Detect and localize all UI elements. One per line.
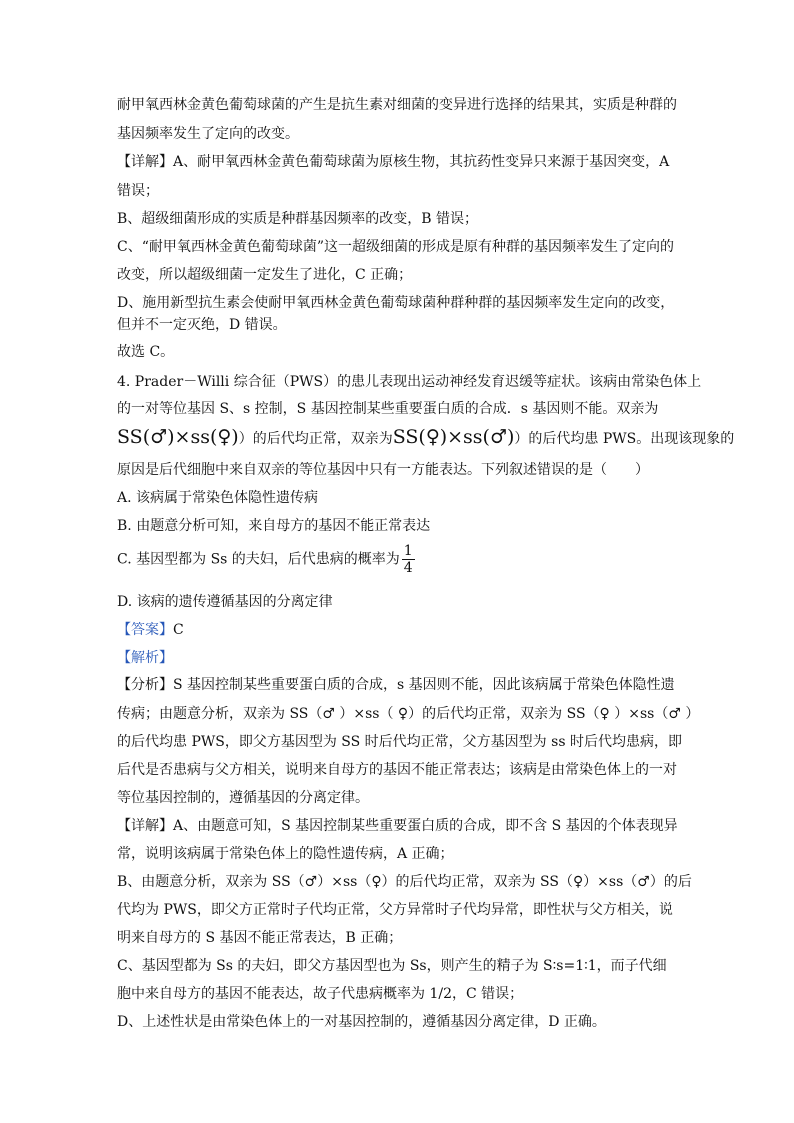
- question-line-2: 的一对等位基因 S、s 控制，S 基因控制某些重要蛋白质的合成．s 基因则不能。双亲为: [117, 401, 659, 417]
- detail1-line-7: 但并不一定灭绝，D 错误。: [117, 317, 287, 333]
- intro-line-2: 基因频率发生了定向的改变。: [117, 126, 299, 142]
- intro-line-1: 耐甲氧西林金黄色葡萄球菌的产生是抗生素对细菌的变异进行选择的结果其，实质是种群的: [117, 97, 677, 113]
- fraction-numerator: 1: [403, 543, 413, 559]
- detail1-text: A、耐甲氧西林金黄色葡萄球菌为原核生物，其抗药性变异只来源于基因突变，A: [173, 154, 670, 170]
- detail1-line-5: 改变，所以超级细菌一定发生了进化，C 正确；: [117, 267, 413, 283]
- detail1-line-3: B、超级细菌形成的实质是种群基因频率的改变，B 错误；: [117, 211, 479, 227]
- analysis-line-2: 传病；由题意分析，双亲为 SS（♂ ）×ss（ ♀）的后代均正常，双亲为 SS（♀ ）×ss（♂ ）: [117, 706, 700, 722]
- analysis-line-3: 的后代均患 PWS，即父方基因型为 SS 时后代均正常，父方基因型为 ss 时后代均患病，即: [117, 734, 682, 750]
- detail1-conclusion: 故选 C。: [117, 344, 175, 360]
- option-c: [117, 543, 415, 576]
- option-b: B. 由题意分析可知，来自母方的基因不能正常表达: [117, 518, 431, 534]
- detail2-text: A、由题意可知，S 基因控制某些重要蛋白质的合成，即不含 S 基因的个体表现异: [173, 818, 678, 834]
- detail1-line-6: D、施用新型抗生素会使耐甲氧西林金黄色葡萄球菌种群种群的基因频率发生定向的改变，: [117, 295, 675, 311]
- genotype-formula-2: SS(♀)×ss(♂): [392, 426, 515, 448]
- analysis-tag: 【解析】: [117, 650, 173, 666]
- analysis-line-5: 等位基因控制的，遵循基因的分离定律。: [117, 790, 369, 806]
- analysis-text: S 基因控制某些重要蛋白质的合成，s 基因则不能，因此该病属于常染色体隐性遗: [173, 677, 675, 693]
- detail2-line-2: 常，说明该病属于常染色体上的隐性遗传病，A 正确；: [117, 846, 454, 862]
- detail2-line-8: D、上述性状是由常染色体上的一对基因控制的，遵循基因分离定律，D 正确。: [117, 1014, 606, 1030]
- detail1-line-4: C、“耐甲氧西林金黄色葡萄球菌”这一超级细菌的形成是原有种群的基因频率发生了定向的: [117, 239, 675, 255]
- analysis-sub-tag: 【分析】: [117, 677, 173, 693]
- fraction-one-quarter: [402, 543, 415, 576]
- detail1-line-2: 错误；: [117, 183, 159, 199]
- detail2-line-6: C、基因型都为 Ss 的夫妇，即父方基因型也为 Ss，则产生的精子为 S∶s=1∶1，而子代细: [117, 958, 667, 974]
- detail2-line-3: B、由题意分析，双亲为 SS（♂）×ss（♀）的后代均正常，双亲为 SS（♀）×ss（♂）的后: [117, 874, 692, 890]
- detail-tag: 【详解】: [117, 154, 173, 170]
- answer-line: [117, 620, 184, 640]
- option-c-text: C. 基因型都为 Ss 的夫妇，后代患病的概率为: [117, 551, 400, 568]
- detail2-line-1: [117, 816, 678, 836]
- fraction-denominator: 4: [403, 560, 413, 576]
- analysis-line-1: [117, 675, 675, 695]
- answer-tag: 【答案】: [117, 622, 173, 638]
- analysis-line-4: 后代是否患病与父方相关，说明来自母方的基因不能正常表达；该病是由常染色体上的一对: [117, 762, 677, 778]
- question-line-3: [117, 427, 734, 449]
- option-a: A. 该病属于常染色体隐性遗传病: [117, 490, 319, 506]
- detail2-tag: 【详解】: [117, 818, 173, 834]
- question-line-3-text-1: ）的后代均正常，双亲为: [238, 431, 393, 447]
- answer-value: C: [173, 622, 184, 638]
- detail2-line-4: 代均为 PWS，即父方正常时子代均正常，父方异常时子代均异常，即性状与父方相关，说: [117, 902, 673, 918]
- detail2-line-7: 胞中来自母方的基因不能表达，故子代患病概率为 1/2，C 错误；: [117, 986, 524, 1002]
- question-line-4: 原因是后代细胞中来自双亲的等位基因中只有一方能表达。下列叙述错误的是（ ）: [117, 462, 649, 478]
- question-line-1: 4. Prader－Willi 综合征（PWS）的患儿表现出运动神经发育迟缓等症状。该病由常染色体上: [117, 374, 702, 390]
- detail2-line-5: 明来自母方的 S 基因不能正常表达，B 正确；: [117, 930, 403, 946]
- genotype-formula-1: SS(♂)×ss(♀): [117, 426, 239, 448]
- detail1-line-1: [117, 152, 669, 172]
- question-line-3-text-2: ）的后代均患 PWS。出现该现象的: [514, 431, 735, 447]
- option-d: D. 该病的遗传遵循基因的分离定律: [117, 594, 333, 610]
